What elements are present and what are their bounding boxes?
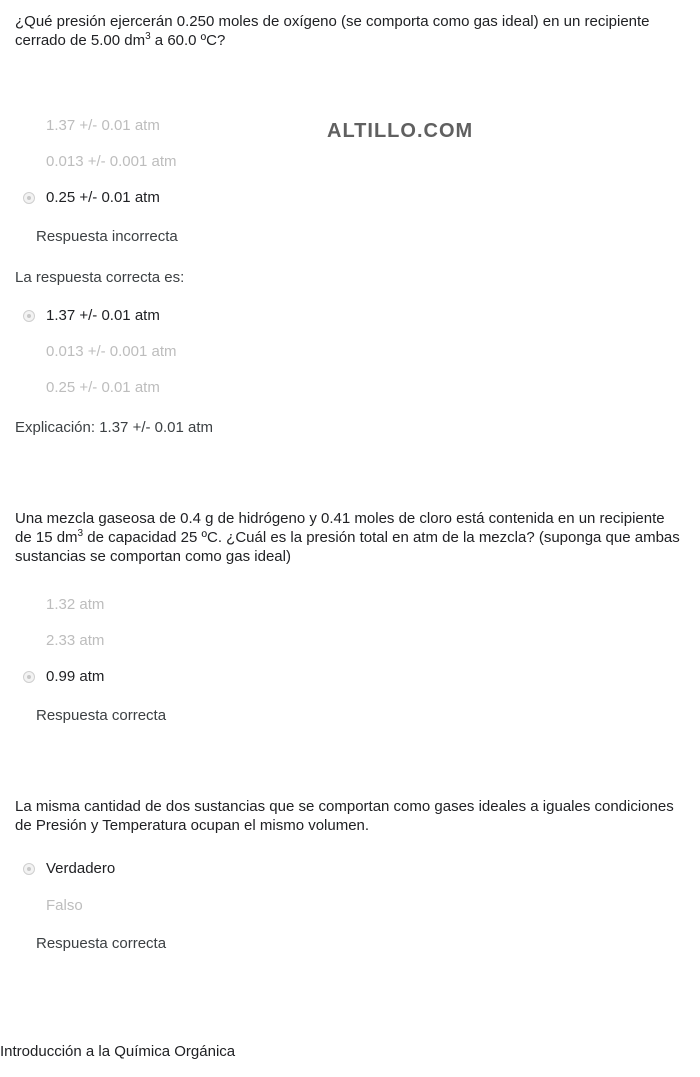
radio-checked-icon[interactable] [23, 671, 35, 683]
q1-correct-option-1: 1.37 +/- 0.01 atm [23, 306, 160, 326]
section-title: Introducción a la Química Orgánica [0, 1043, 236, 1060]
q2-feedback: Respuesta correcta [36, 707, 167, 724]
q3-feedback: Respuesta correcta [36, 935, 167, 952]
question-1-text: ¿Qué presión ejercerán 0.250 moles de oxígeno (se comporta como gas ideal) en un recipiente cerrado de 5.00 $dm^3$ a 60.0 ºC? [15, 13, 650, 49]
superscript: 3 [145, 31, 151, 42]
q2-option-3[interactable]: 0.99 atm [23, 667, 104, 687]
q1-option-1[interactable]: 1.37 +/- 0.01 atm [46, 117, 160, 134]
q2-option-1[interactable]: 1.32 atm [46, 596, 105, 613]
q3-option-1[interactable]: Verdadero [23, 859, 115, 879]
question-2-text: Una mezcla gaseosa de 0.4 g de hidrógeno y 0.41 moles de cloro está contenida en un recipiente de 15 $dm^3$ de capacidad 25 ºC. ¿Cuál es la presión total en atm de la mezcla? (suponga que ambas sustancias se comportan como gas ideal) [15, 510, 680, 565]
q1-option-3[interactable]: 0.25 +/- 0.01 atm [23, 188, 160, 208]
question-3-text: La misma cantidad de dos sustancias que se comportan como gases ideales a iguales condiciones de Presión y Temperatura ocupan el mismo volumen. [15, 798, 674, 834]
q2-option-2[interactable]: 2.33 atm [46, 632, 105, 649]
q1-correct-option-2: 0.013 +/- 0.001 atm [46, 343, 177, 360]
radio-checked-icon [23, 310, 35, 322]
q1-correct-heading: La respuesta correcta es: [15, 269, 185, 286]
q3-option-2[interactable]: Falso [46, 897, 83, 914]
watermark: ALTILLO.COM [327, 120, 474, 142]
radio-checked-icon[interactable] [23, 192, 35, 204]
q1-feedback: Respuesta incorrecta [36, 228, 178, 245]
q1-correct-option-3: 0.25 +/- 0.01 atm [46, 379, 160, 396]
superscript: 3 [77, 528, 84, 539]
radio-checked-icon[interactable] [23, 863, 35, 875]
q1-option-2[interactable]: 0.013 +/- 0.001 atm [46, 153, 177, 170]
q1-explanation: Explicación: 1.37 +/- 0.01 atm [15, 419, 214, 436]
